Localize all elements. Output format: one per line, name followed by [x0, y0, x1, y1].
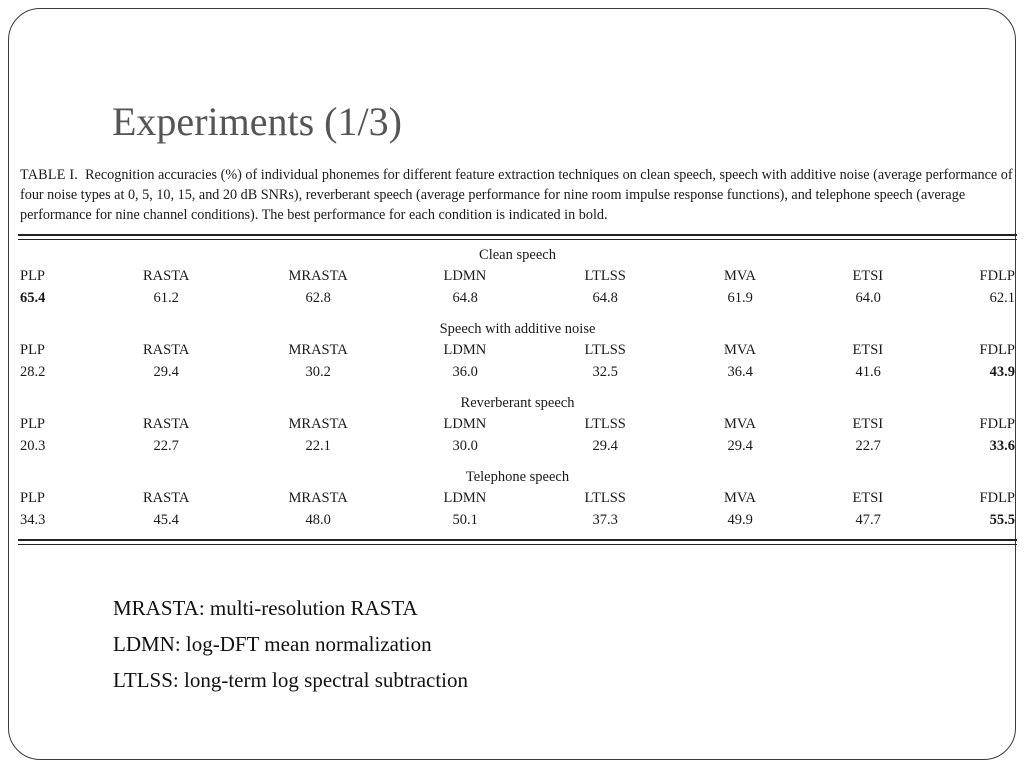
section-title: Reverberant speech [460, 395, 575, 411]
column-header: LDMN [443, 342, 487, 358]
table-cell: 64.8 [452, 290, 478, 306]
column-header: MRASTA [288, 416, 348, 432]
table-cell: 47.7 [855, 512, 881, 528]
column-header: LTLSS [584, 490, 626, 506]
table-cell: 28.2 [20, 364, 46, 380]
section-title: Speech with additive noise [439, 321, 596, 337]
table-bottom-rule [18, 539, 1017, 545]
column-header: ETSI [852, 268, 884, 284]
table-cell: 36.4 [727, 364, 753, 380]
note-ldmn: LDMN: log-DFT mean normalization [113, 632, 432, 656]
column-header: MVA [724, 342, 756, 358]
table-cell: 34.3 [20, 512, 46, 528]
column-header: PLP [20, 268, 45, 284]
column-header: PLP [20, 490, 45, 506]
column-header: FDLP [979, 342, 1015, 358]
table-cell: 41.6 [855, 364, 881, 380]
table-cell: 48.0 [305, 512, 331, 528]
table-cell: 62.1 [989, 290, 1015, 306]
table-cell: 50.1 [452, 512, 478, 528]
table-cell: 64.0 [855, 290, 881, 306]
table-cell: 55.5 [989, 512, 1015, 528]
abbreviation-notes [113, 590, 468, 698]
table-cell: 32.5 [592, 364, 618, 380]
column-header: ETSI [852, 490, 884, 506]
table-top-rule [18, 234, 1017, 240]
table-caption-label: TABLE I. [20, 167, 78, 183]
column-header: ETSI [852, 342, 884, 358]
table-cell: 62.8 [305, 290, 331, 306]
table-cell: 20.3 [20, 438, 46, 454]
table-caption [20, 165, 1020, 225]
table-cell: 65.4 [20, 290, 46, 306]
column-header: MVA [724, 268, 756, 284]
column-header: RASTA [143, 342, 190, 358]
slide-title: Experiments (1/3) [112, 99, 402, 144]
column-header: MRASTA [288, 268, 348, 284]
column-header: PLP [20, 342, 45, 358]
table-cell: 61.9 [727, 290, 753, 306]
column-header: RASTA [143, 490, 190, 506]
column-header: FDLP [979, 416, 1015, 432]
column-header: LDMN [443, 490, 487, 506]
table-cell: 61.2 [153, 290, 179, 306]
table-cell: 64.8 [592, 290, 618, 306]
column-header: MRASTA [288, 490, 348, 506]
column-header: RASTA [143, 416, 190, 432]
table-cell: 30.2 [305, 364, 331, 380]
table-cell: 29.4 [727, 438, 753, 454]
table-cell: 22.7 [855, 438, 881, 454]
column-header: LTLSS [584, 268, 626, 284]
table-cell: 30.0 [452, 438, 478, 454]
section-title: Telephone speech [465, 469, 570, 485]
table-cell: 29.4 [592, 438, 618, 454]
column-header: MVA [724, 416, 756, 432]
column-header: FDLP [979, 490, 1015, 506]
table-cell: 49.9 [727, 512, 753, 528]
column-header: LDMN [443, 268, 487, 284]
note-ltlss: LTLSS: long-term log spectral subtraction [113, 668, 469, 692]
table-cell: 45.4 [153, 512, 179, 528]
table-cell: 22.1 [305, 438, 331, 454]
table-caption-text: Recognition accuracies (%) of individual phonemes for different feature extraction techniques on clean speech, speech with additive noise (average performance of four noise types at 0, 5, 10, 15, and 20 dB SNRs), reverberant speech (average performance for nine room impulse response functions), and telephone speech (average performance for nine channel conditions). The best performance for each condition is indicated in bold. [20, 167, 1013, 223]
table-cell: 36.0 [452, 364, 478, 380]
table-cell: 22.7 [153, 438, 179, 454]
column-header: LTLSS [584, 342, 626, 358]
column-header: MVA [724, 490, 756, 506]
table-cell: 33.6 [989, 438, 1015, 454]
table-cell: 29.4 [153, 364, 179, 380]
column-header: ETSI [852, 416, 884, 432]
column-header: FDLP [979, 268, 1015, 284]
column-header: PLP [20, 416, 45, 432]
table-cell: 37.3 [592, 512, 618, 528]
column-header: LTLSS [584, 416, 626, 432]
section-title: Clean speech [479, 247, 556, 263]
column-header: RASTA [143, 268, 190, 284]
note-mrasta: MRASTA: multi-resolution RASTA [113, 596, 418, 620]
column-header: MRASTA [288, 342, 348, 358]
column-header: LDMN [443, 416, 487, 432]
table-cell: 43.9 [989, 364, 1015, 380]
